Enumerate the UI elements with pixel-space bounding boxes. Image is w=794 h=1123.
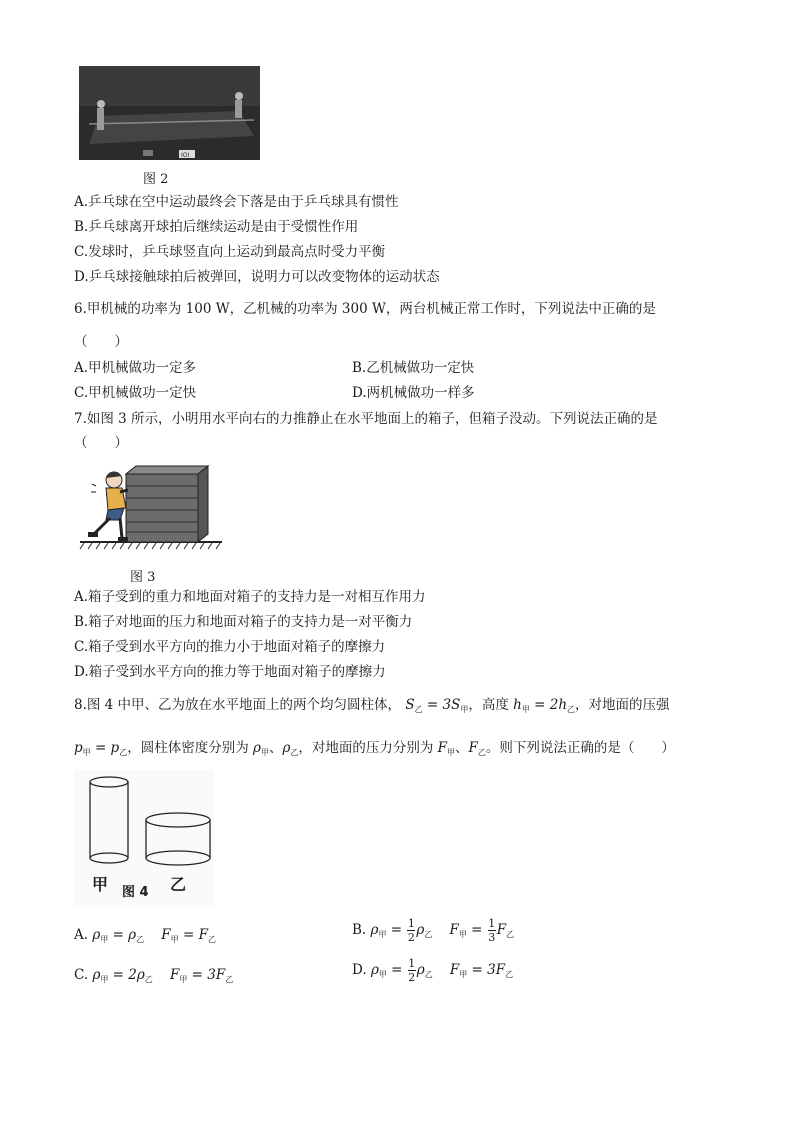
q8-option-a: A. $\rho_甲 = \rho_乙$ $F_甲 = F_乙$ (74, 927, 216, 944)
q8-option-c: C. $\rho_甲 = 2\rho_乙$ $F_甲 = 3F_乙$ (74, 967, 234, 984)
q5-option-a: A.乒乓球在空中运动最终会下落是由于乒乓球具有惯性 (74, 194, 399, 210)
q7-answer-paren: （ ） (74, 435, 128, 451)
q8-stem-part-c: ，对地面的压强 (575, 697, 670, 713)
q8-option-b-letter: B. (352, 922, 367, 938)
q8-option-a-letter: A. (74, 927, 89, 943)
q6-option-c: C.甲机械做功一定快 (74, 385, 197, 401)
q8-stem-part-d: ，圆柱体密度分别为 (127, 740, 249, 756)
q8-option-c-letter: C. (74, 967, 89, 983)
figure-2-caption: 图 2 (143, 172, 169, 187)
q8-stem-part-e: ，对地面的压力分别为 (298, 740, 434, 756)
figure-2-photo (79, 66, 260, 160)
q7-option-b: B.箱子对地面的压力和地面对箱子的支持力是一对平衡力 (74, 614, 413, 630)
q8-area-relation: $S_乙 = 3S_甲$ (405, 697, 469, 714)
q7-option-d: D.箱子受到水平方向的推力等于地面对箱子的摩擦力 (74, 664, 386, 680)
q6-stem: 6.甲机械的功率为 100 W，乙机械的功率为 300 W，两台机械正常工作时，下列说法中正确的是 (74, 301, 656, 317)
q8-pressure-relation: $p_甲 = p_乙$ (74, 740, 128, 757)
figure-4-label-yi: 乙 (170, 875, 187, 894)
q7-stem: 7.如图 3 所示，小明用水平向右的力推静止在水平地面上的箱子，但箱子没动。下列说法正确的是 (74, 411, 658, 427)
q5-option-c: C.发球时，乒乓球竖直向上运动到最高点时受力平衡 (74, 244, 386, 260)
q5-option-d: D.乒乓球接触球拍后被弹回，说明力可以改变物体的运动状态 (74, 269, 440, 285)
figure-3-caption: 图 3 (130, 570, 156, 585)
q8-stem-line2: $p_甲 = p_乙$，圆柱体密度分别为 $\rho_甲$、$\rho_乙$，对地面的压力分别为 $F_甲$、$F_乙$。则下列说法正确的是（ ） (74, 740, 675, 757)
q8-option-d: D. $\rho_甲$ = $\frac{1}{2}$ $\rho_乙$ $F_甲 = 3F_乙$ (352, 957, 514, 984)
q6-option-a: A.甲机械做功一定多 (74, 360, 197, 376)
figure-3-illustration (76, 458, 226, 550)
q8-stem-part-a: 8.图 4 中甲、乙为放在水平地面上的两个均匀圆柱体， (74, 697, 402, 713)
q8-density-symbols: $\rho_甲$ (253, 740, 269, 757)
q6-option-b: B.乙机械做功一定快 (352, 360, 475, 376)
q8-force-symbols: $F_甲$ (437, 740, 456, 757)
q8-height-relation: $h_甲 = 2h_乙$ (513, 697, 576, 714)
q7-option-c: C.箱子受到水平方向的推力小于地面对箱子的摩擦力 (74, 639, 386, 655)
q5-option-b: B.乒乓球离开球拍后继续运动是由于受惯性作用 (74, 219, 359, 235)
q6-answer-paren: （ ） (74, 334, 128, 350)
q8-stem-part-f: 。则下列说法正确的是（ ） (485, 740, 675, 756)
figure-2-badge: IOI (181, 152, 190, 159)
q8-stem-line1 (74, 696, 670, 719)
q6-option-d: D.两机械做功一样多 (352, 385, 475, 401)
figure-4-caption: 图 4 (122, 885, 149, 900)
q8-option-b: B. $\rho_甲$ = $\frac{1}{2}$ $\rho_乙$ $F_甲$ = $\frac{1}{3}$ $F_乙$ (352, 917, 515, 944)
q8-option-d-letter: D. (352, 962, 367, 978)
q8-stem-part-b: ，高度 (468, 697, 509, 713)
figure-4-label-jia: 甲 (92, 875, 109, 894)
q7-option-a: A.箱子受到的重力和地面对箱子的支持力是一对相互作用力 (74, 589, 426, 605)
